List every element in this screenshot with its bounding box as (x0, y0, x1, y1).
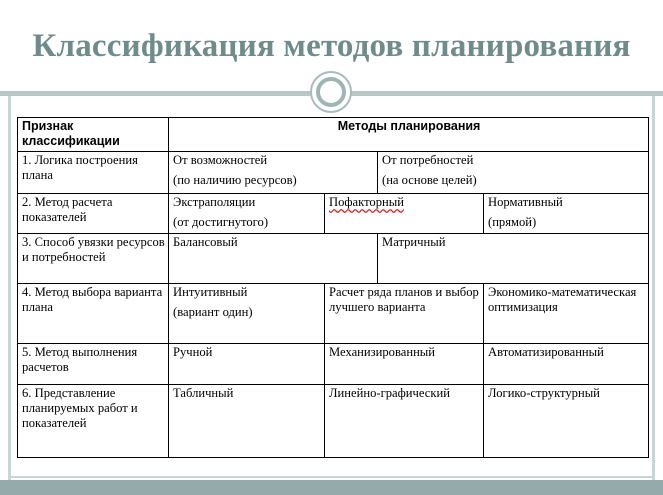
decorative-circle-inner (316, 77, 346, 107)
header-methods: Методы планирования (169, 118, 649, 152)
table-cell (378, 234, 649, 284)
right-frame-border (652, 96, 655, 480)
table-header-row (18, 118, 649, 152)
table-row (18, 234, 649, 284)
table-row (18, 344, 649, 385)
table-row (18, 284, 649, 344)
cell-text: Табличный (173, 386, 234, 400)
cell-text: Расчет ряда планов и выбор лучшего варианта (329, 285, 479, 314)
table-cell (325, 194, 484, 234)
table-cell (169, 152, 378, 194)
table-cell (325, 344, 484, 385)
table-cell (169, 194, 325, 234)
table-cell (169, 234, 378, 284)
cell-text: Автоматизированный (488, 345, 604, 359)
cell-text: Пофакторный (329, 195, 404, 209)
cell-text: Линейно-графический (329, 386, 450, 400)
row-label: 6. Представление планируемых работ и показателей (18, 385, 169, 458)
table-row (18, 194, 649, 234)
table-row (18, 152, 649, 194)
row-label: 1. Логика построения плана (18, 152, 169, 194)
table-cell (378, 152, 649, 194)
table-row (18, 385, 649, 458)
table-cell (484, 344, 649, 385)
row-label: 5. Метод выполнения расчетов (18, 344, 169, 385)
cell-text: (прямой) (488, 215, 537, 229)
classification-table (17, 117, 649, 458)
cell-text: (вариант один) (173, 305, 253, 319)
row-label: 2. Метод расчета показателей (18, 194, 169, 234)
table-cell (484, 194, 649, 234)
cell-text: Матричный (382, 235, 446, 249)
left-frame-border (8, 96, 11, 480)
cell-text: От потребностей (382, 153, 474, 167)
header-criterion: Признак классификации (18, 118, 169, 152)
slide-title: Классификация методов планирования (32, 28, 631, 64)
table-cell (325, 385, 484, 458)
cell-text: (на основе целей) (382, 173, 477, 187)
table-cell (169, 284, 325, 344)
table-cell (169, 385, 325, 458)
cell-text: Экстраполяции (173, 195, 256, 209)
cell-text: Интуитивный (173, 285, 248, 299)
cell-text: От возможностей (173, 153, 268, 167)
cell-text: (от достигнутого) (173, 215, 269, 229)
cell-text: Ручной (173, 345, 213, 359)
cell-text: (по наличию ресурсов) (173, 173, 297, 187)
cell-text: Нормативный (488, 195, 563, 209)
row-label: 3. Способ увязки ресурсов и потребностей (18, 234, 169, 284)
cell-text: Экономико-математическая оптимизация (488, 285, 637, 314)
cell-text: Механизированный (329, 345, 436, 359)
table-cell (169, 344, 325, 385)
table-cell (484, 385, 649, 458)
footer-bar (0, 480, 663, 495)
cell-text: Балансовый (173, 235, 238, 249)
bottom-frame-line (8, 476, 655, 478)
cell-text: Логико-структурный (488, 386, 600, 400)
table-cell (484, 284, 649, 344)
row-label: 4. Метод выбора варианта плана (18, 284, 169, 344)
table-cell (325, 284, 484, 344)
